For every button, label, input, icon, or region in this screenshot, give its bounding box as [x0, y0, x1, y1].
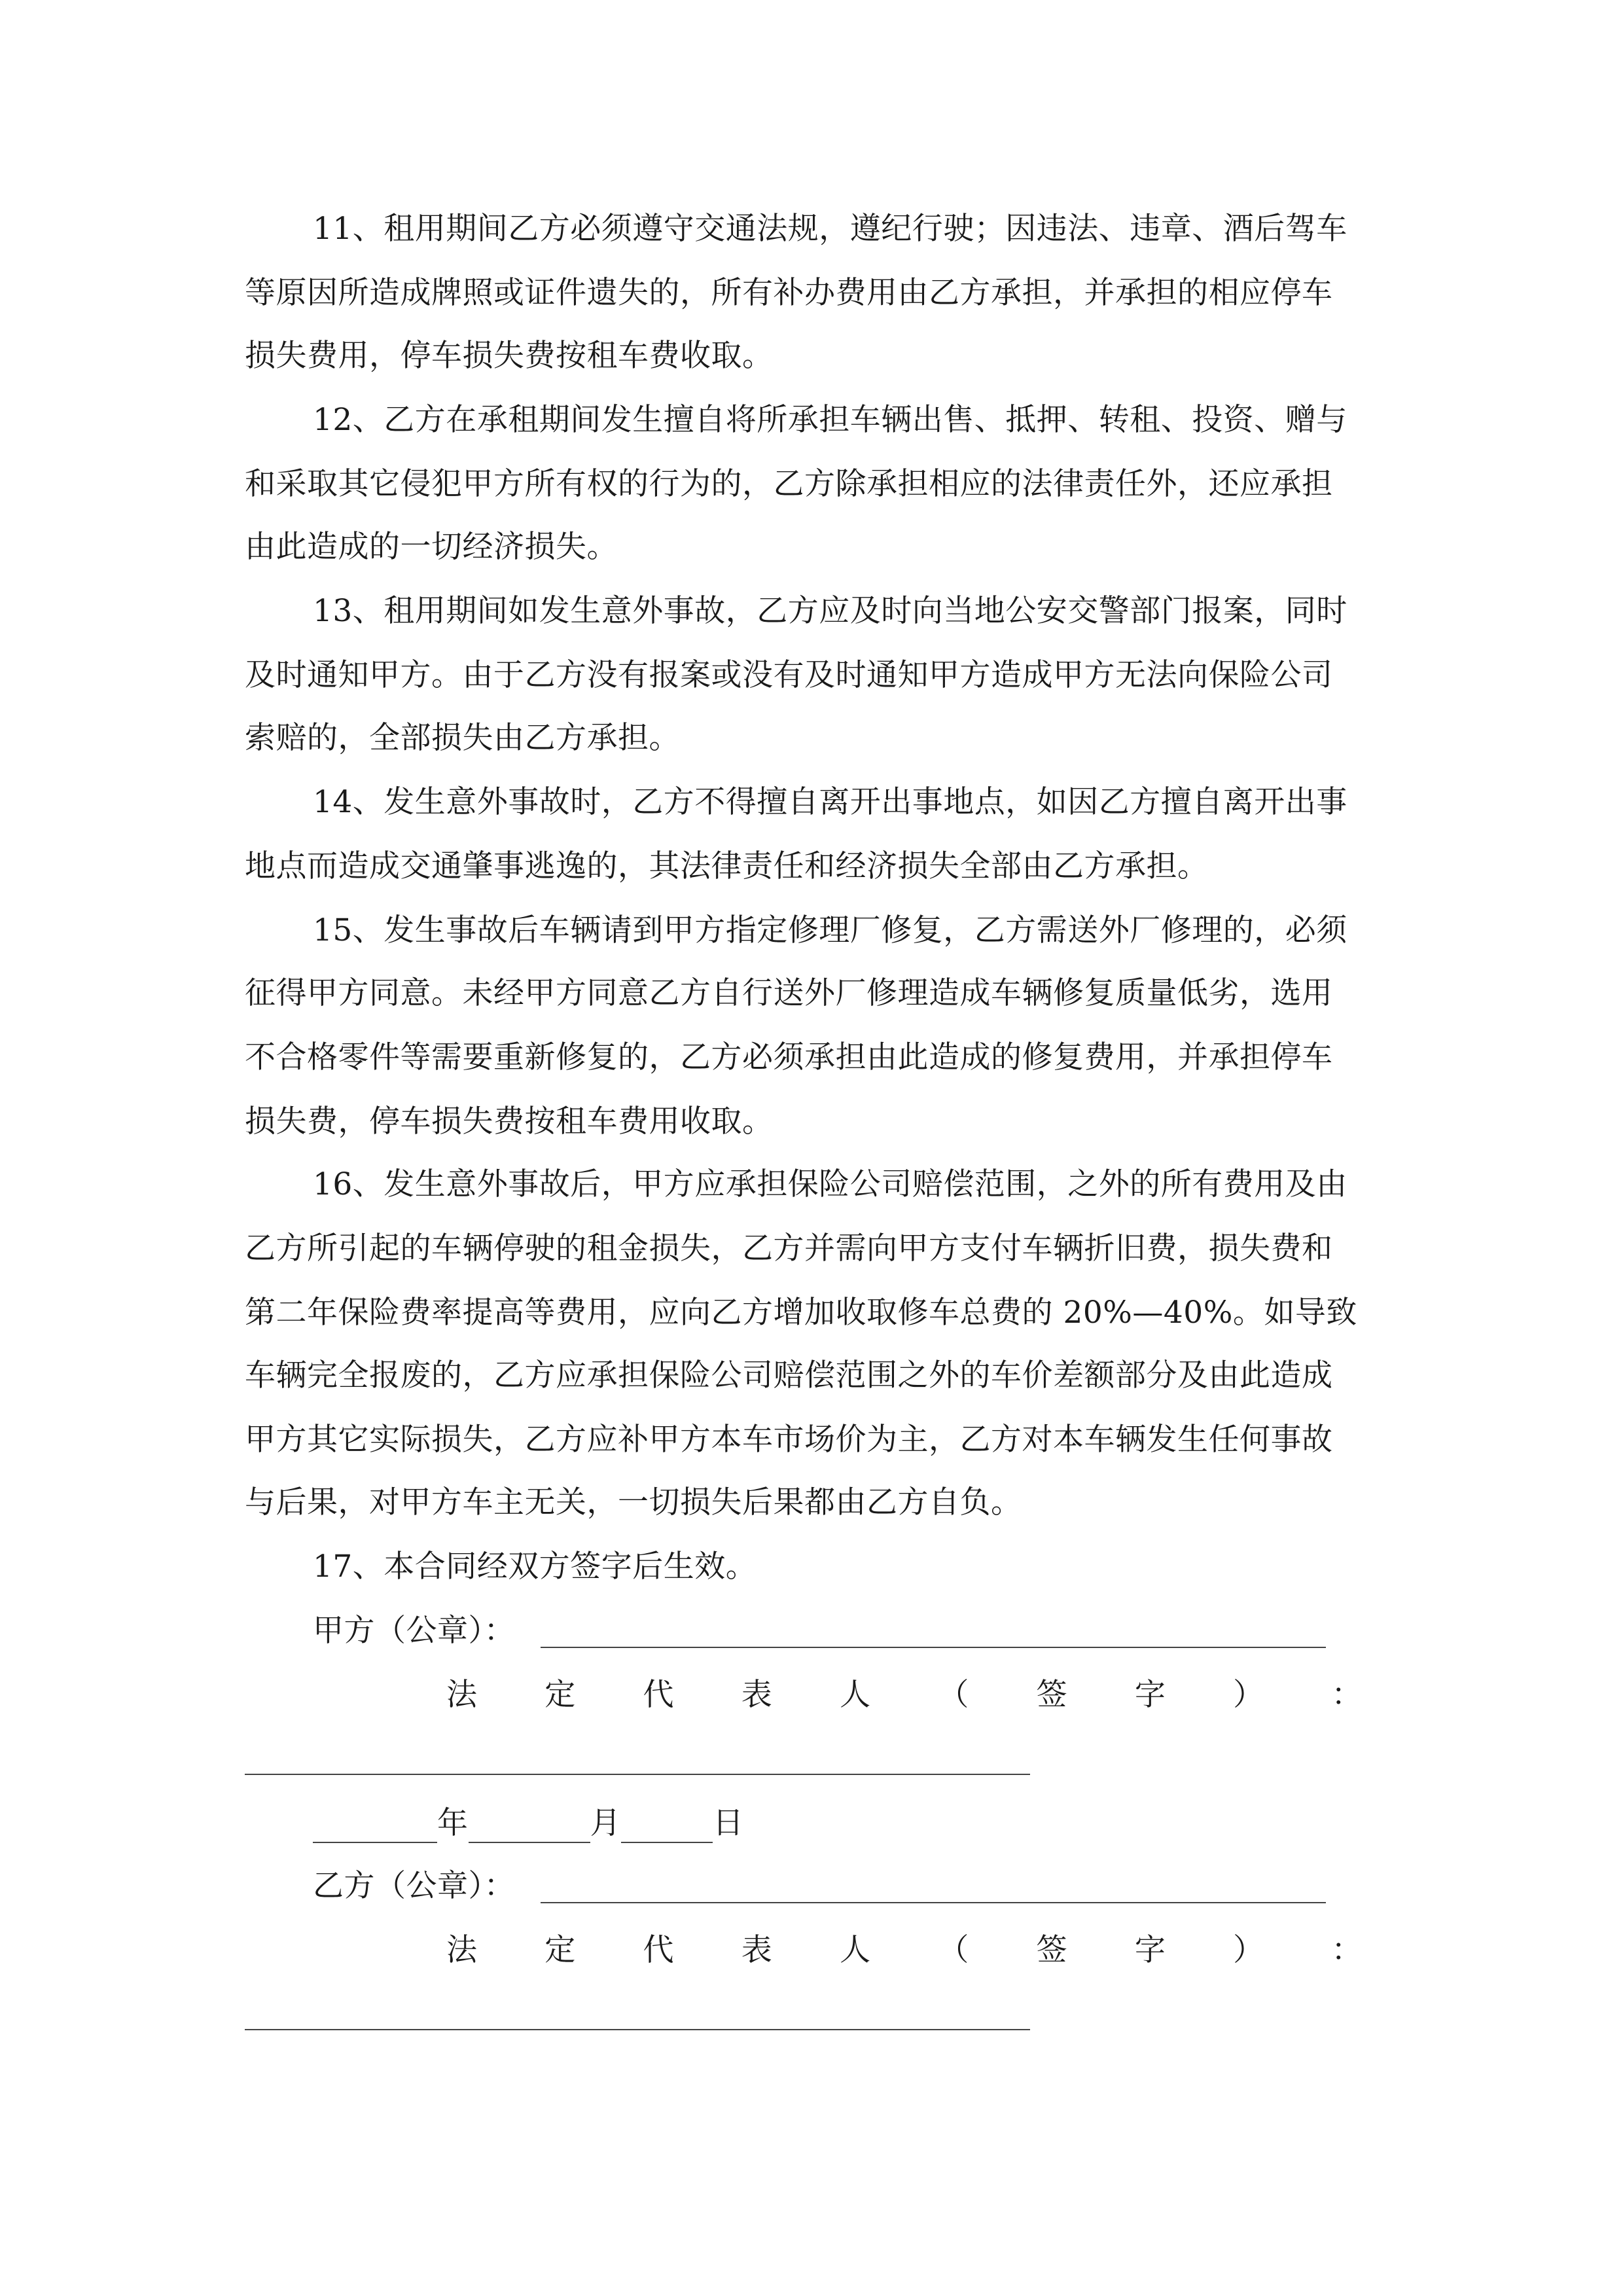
- rep-char: ：: [1331, 1677, 1363, 1713]
- clause-14-line-2: 地点而造成交通肇事逃逸的，其法律责任和经济损失全部由乙方承担。: [245, 848, 1209, 884]
- clause-15-line-4: 损失费，停车损失费按租车费用收取。: [245, 1103, 774, 1139]
- clause-11-line-1: 11、租用期间乙方必须遵守交通法规，遵纪行驶；因违法、违章、酒后驾车: [313, 211, 1347, 247]
- clause-17: 17、本合同经双方签字后生效。: [313, 1549, 757, 1585]
- clause-11-line-3: 损失费用，停车损失费按租车费收取。: [245, 338, 774, 374]
- clause-15-line-1: 15、发生事故后车辆请到甲方指定修理厂修复，乙方需送外厂修理的，必须: [313, 912, 1347, 948]
- clause-16-line-2: 乙方所引起的车辆停驶的租金损失，乙方并需向甲方支付车辆折旧费，损失费和: [245, 1230, 1333, 1266]
- clause-15-line-3: 不合格零件等需要重新修复的，乙方必须承担由此造成的修复费用，并承担停车: [245, 1039, 1333, 1075]
- party-b-signature-line[interactable]: [245, 2029, 1030, 2030]
- year-field[interactable]: [313, 1810, 437, 1843]
- clause-13-line-1: 13、租用期间如发生意外事故，乙方应及时向当地公安交警部门报案，同时: [313, 593, 1347, 629]
- party-b-label: 乙方（公章）：: [313, 1868, 515, 1904]
- rep-char: 字: [1134, 1677, 1166, 1713]
- rep-char: 代: [643, 1932, 675, 1968]
- month-field[interactable]: [469, 1810, 590, 1843]
- clause-16-line-6: 与后果，对甲方车主无关，一切损失后果都由乙方自负。: [245, 1484, 1022, 1520]
- clause-13-line-2: 及时通知甲方。由于乙方没有报案或没有及时通知甲方造成甲方无法向保险公司: [245, 657, 1333, 693]
- rep-char: 人: [840, 1677, 871, 1713]
- month-label: 月: [590, 1805, 621, 1841]
- rep-char: ：: [1331, 1932, 1363, 1968]
- rep-char: ）: [1233, 1677, 1264, 1713]
- year-label: 年: [437, 1805, 469, 1841]
- rep-char: 定: [544, 1932, 576, 1968]
- rep-char: 签: [1036, 1932, 1068, 1968]
- rep-char: 字: [1134, 1932, 1166, 1968]
- date-row: [313, 1804, 836, 1843]
- rep-char: 法: [446, 1677, 478, 1713]
- day-label: 日: [713, 1805, 744, 1841]
- party-b-representative-label: [446, 1931, 1363, 1970]
- rep-char: （: [938, 1932, 969, 1968]
- day-field[interactable]: [621, 1810, 713, 1843]
- rep-char: 人: [840, 1932, 871, 1968]
- rep-char: 定: [544, 1677, 576, 1713]
- rep-char: ）: [1233, 1932, 1264, 1968]
- party-a-signature-line[interactable]: [245, 1774, 1030, 1775]
- party-a-label: 甲方（公章）：: [313, 1613, 515, 1649]
- party-b-seal-line[interactable]: [541, 1902, 1326, 1903]
- rep-char: 表: [741, 1932, 773, 1968]
- clause-12-line-1: 12、乙方在承租期间发生擅自将所承担车辆出售、抵押、转租、投资、赠与: [313, 402, 1347, 438]
- clause-16-line-1: 16、发生意外事故后，甲方应承担保险公司赔偿范围，之外的所有费用及由: [313, 1166, 1347, 1202]
- clause-15-line-2: 征得甲方同意。未经甲方同意乙方自行送外厂修理造成车辆修复质量低劣，选用: [245, 975, 1333, 1011]
- rep-char: 签: [1036, 1677, 1068, 1713]
- rep-char: 代: [643, 1677, 675, 1713]
- clause-16-line-3: 第二年保险费率提高等费用，应向乙方增加收取修车总费的 20%—40%。如导致: [245, 1295, 1357, 1331]
- party-a-seal-line[interactable]: [541, 1647, 1326, 1648]
- clause-16-line-5: 甲方其它实际损失，乙方应补甲方本车市场价为主，乙方对本车辆发生任何事故: [245, 1422, 1333, 1458]
- clause-13-line-3: 索赔的，全部损失由乙方承担。: [245, 720, 680, 756]
- rep-char: 法: [446, 1932, 478, 1968]
- clause-12-line-3: 由此造成的一切经济损失。: [245, 529, 618, 565]
- clause-16-line-4: 车辆完全报废的，乙方应承担保险公司赔偿范围之外的车价差额部分及由此造成: [245, 1357, 1333, 1393]
- clause-14-line-1: 14、发生意外事故时，乙方不得擅自离开出事地点，如因乙方擅自离开出事: [313, 784, 1347, 820]
- clause-11-line-2: 等原因所造成牌照或证件遗失的，所有补办费用由乙方承担，并承担的相应停车: [245, 275, 1333, 311]
- party-a-representative-label: [446, 1676, 1363, 1715]
- clause-12-line-2: 和采取其它侵犯甲方所有权的行为的，乙方除承担相应的法律责任外，还应承担: [245, 466, 1333, 502]
- rep-char: （: [938, 1677, 969, 1713]
- rep-char: 表: [741, 1677, 773, 1713]
